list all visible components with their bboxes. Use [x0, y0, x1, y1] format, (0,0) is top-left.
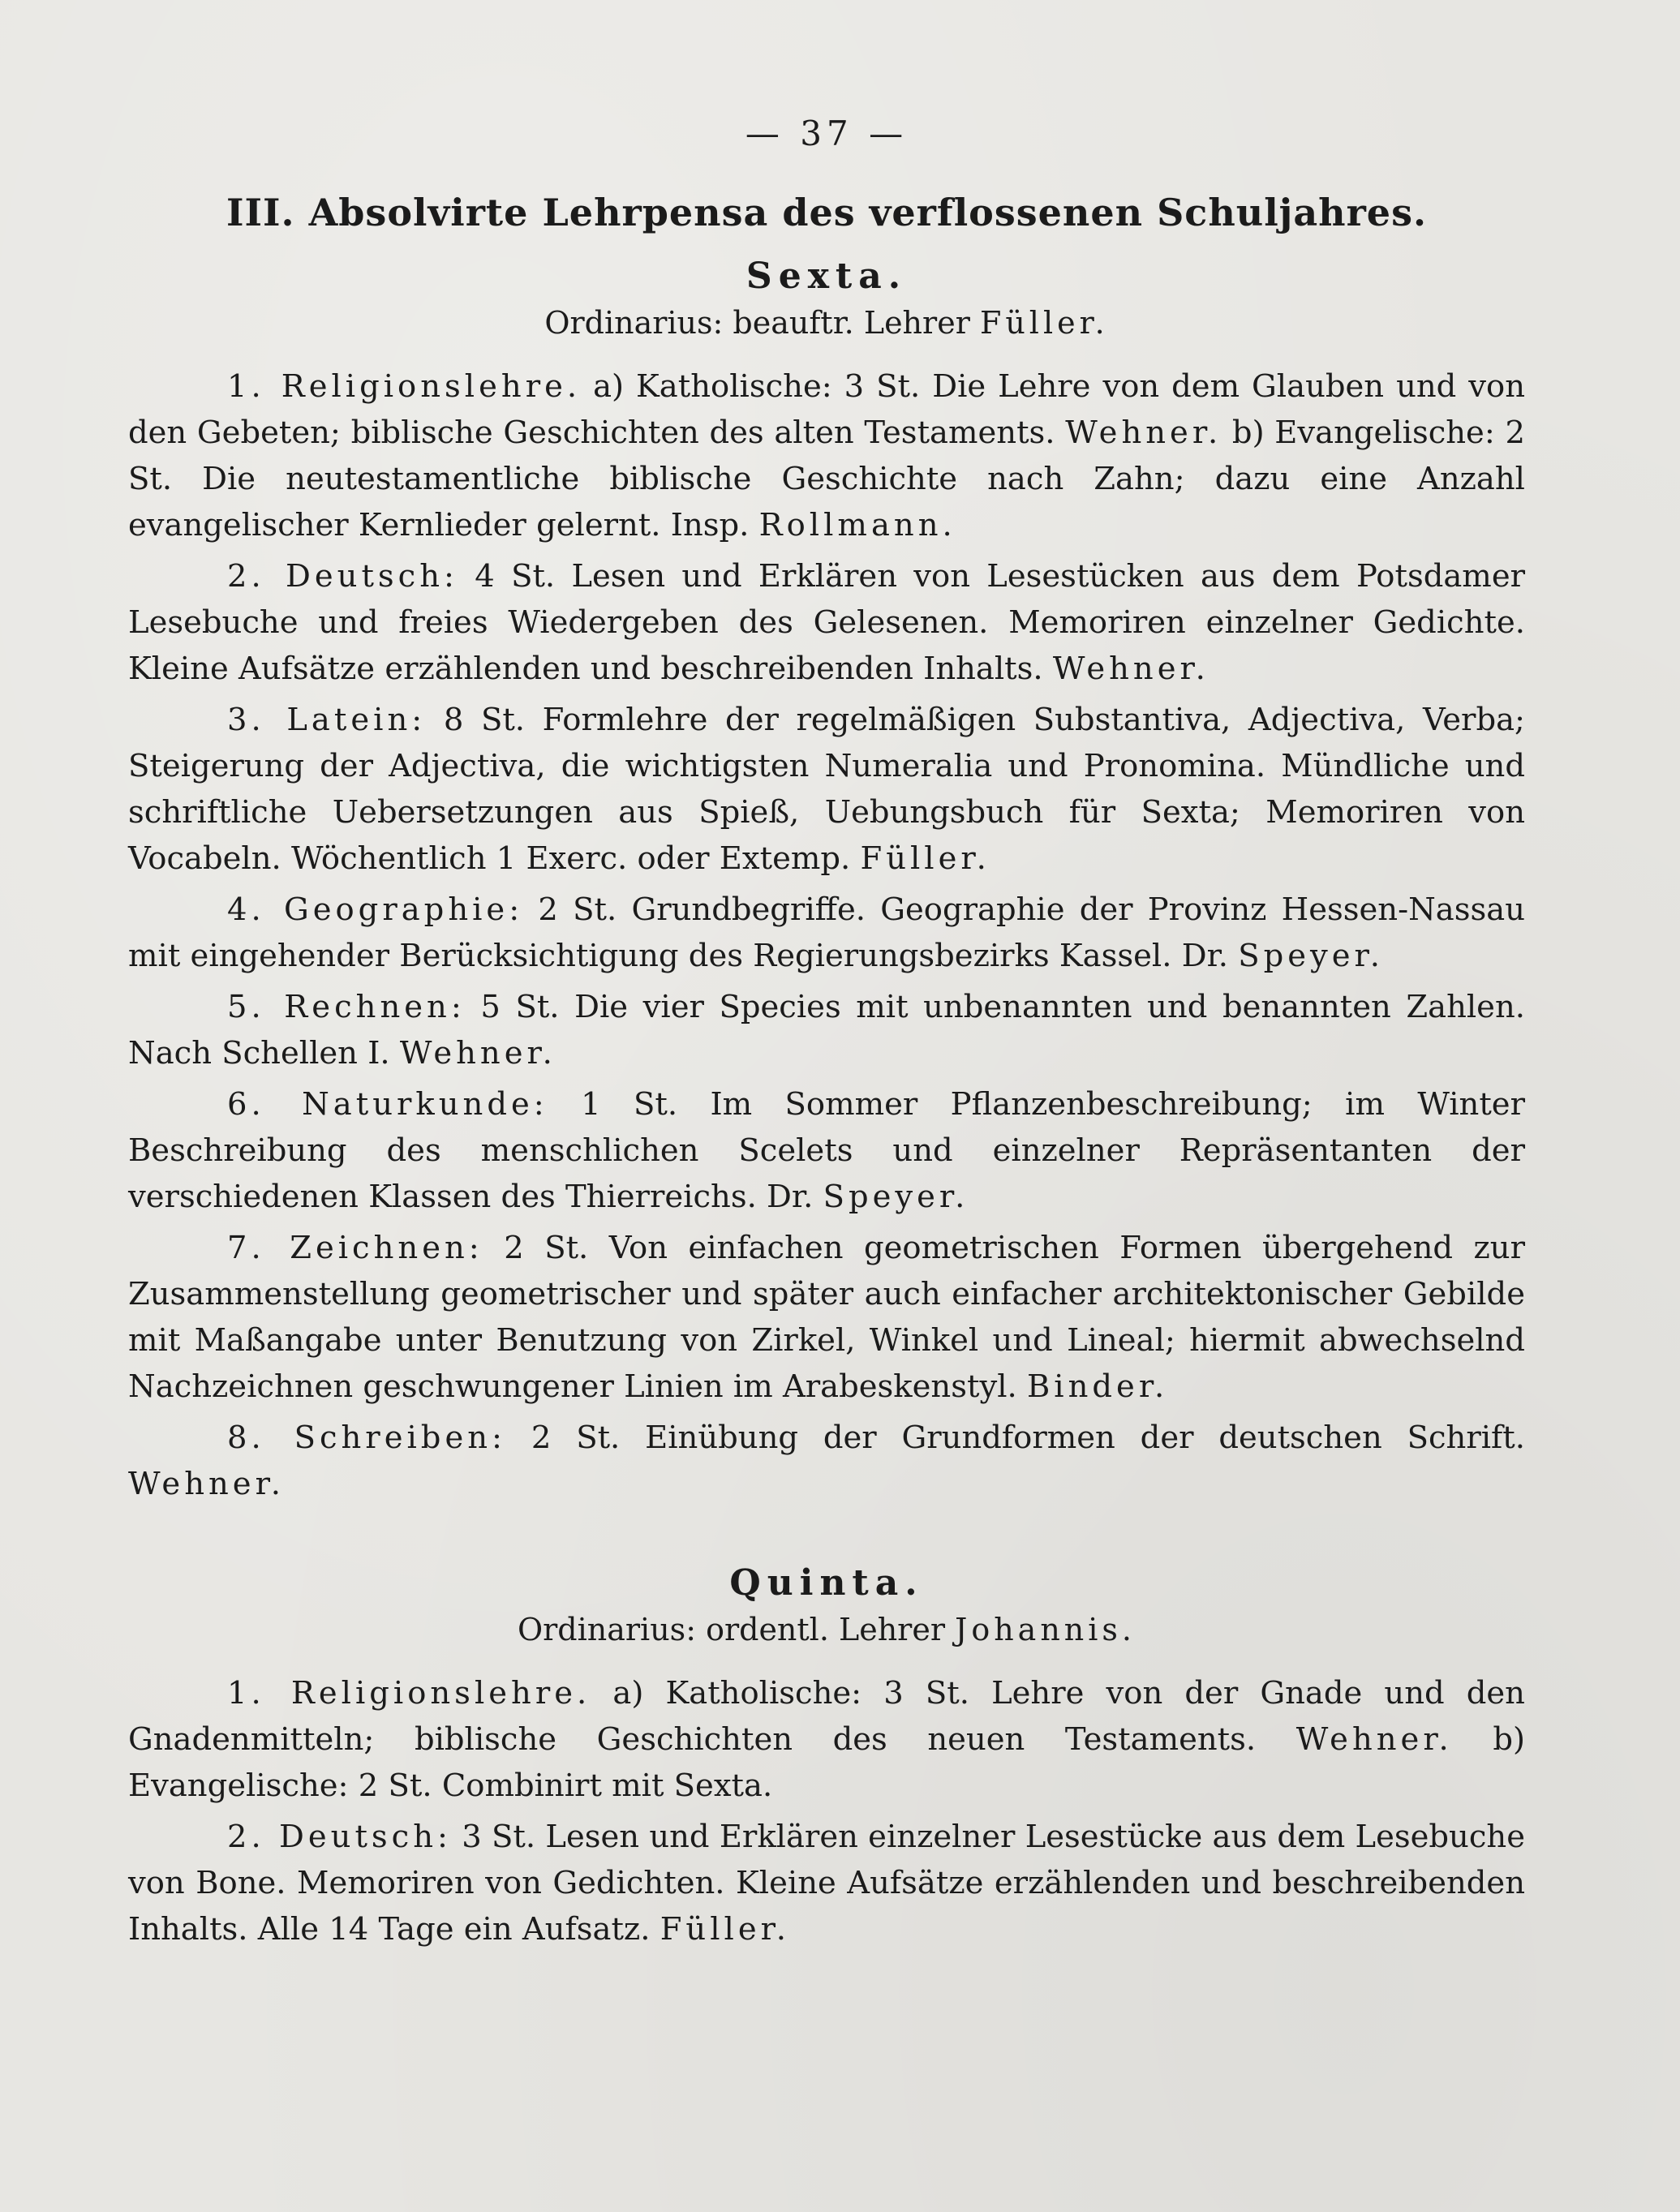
- subject-paragraph: [128, 697, 1525, 882]
- teacher-name: Speyer.: [823, 1179, 969, 1215]
- ordinarius-name: Johannis.: [955, 1612, 1136, 1647]
- subject-text: a) Katholische: 3 St. Die Lehre von dem Glauben und von den Gebeten; biblische Geschichten des alten Testaments.: [128, 368, 1525, 451]
- subject-text: 2 St. Grundbegriffe. Geographie der Provinz Hessen-Nassau mit eingehender Berücksichtigung des Regierungsbezirks Kassel. Dr.: [128, 891, 1525, 974]
- page-content: [128, 114, 1525, 1957]
- subject-label: 2. Deutsch:: [227, 558, 459, 595]
- subject-label: 6. Naturkunde:: [227, 1086, 548, 1123]
- subject-text: b) Evangelische: 2 St. Die neutestamentliche biblische Geschichte nach Zahn; dazu eine Anzahl evangelischer Kernlieder gelernt. Insp.: [128, 414, 1525, 543]
- subject-text: 3 St. Lesen und Erklären einzelner Lesestücke aus dem Lesebuche von Bone. Memoriren von Gedichten. Kleine Aufsätze erzählenden und beschreibenden Inhalts. Alle 14 Tage ein Aufsatz.: [128, 1819, 1525, 1948]
- subject-paragraph: [128, 984, 1525, 1076]
- section-spacer: [128, 1512, 1525, 1562]
- subject-paragraph: [128, 1081, 1525, 1220]
- subject-label: 4. Geographie:: [227, 891, 524, 928]
- subject-text: 2 St. Einübung der Grundformen der deutschen Schrift.: [506, 1420, 1525, 1456]
- teacher-name: Rollmann.: [758, 507, 956, 543]
- subject-text: a) Katholische: 3 St. Lehre von der Gnade und den Gnadenmitteln; biblische Geschichten des neuen Testaments.: [128, 1675, 1525, 1758]
- subject-paragraph: [128, 1814, 1525, 1952]
- section-title: III. Absolvirte Lehrpensa des verflossenen Schuljahres.: [226, 191, 1427, 234]
- class-section-quinta: [128, 1562, 1525, 1952]
- teacher-name: Speyer.: [1238, 938, 1384, 974]
- ordinarius-line: [128, 1612, 1525, 1647]
- ordinarius-prefix: Ordinarius: beauftr. Lehrer: [544, 305, 970, 341]
- class-section-sexta: [128, 256, 1525, 1507]
- subject-paragraph: [128, 1670, 1525, 1809]
- teacher-name: Füller.: [860, 840, 990, 877]
- subject-text: 2 St. Von einfachen geometrischen Formen übergehend zur Zusammenstellung geometrischer und später auch einfacher architektonischer Gebilde mit Maßangabe unter Benutzung von Zirkel, Winkel und Lineal; hiermit abwechselnd Nachzeichnen geschwungener Linien im Arabeskenstyl.: [128, 1230, 1525, 1405]
- subject-text: 8 St. Formlehre der regelmäßigen Substantiva, Adjectiva, Verba; Steigerung der Adjectiva, die wichtigsten Numeralia und Pronomina. Mündliche und schriftliche Uebersetzungen aus Spieß, Uebungsbuch für Sexta; Memoriren von Vocabeln. Wöchentlich 1 Exerc. oder Extemp.: [128, 702, 1526, 877]
- subject-paragraph: [128, 1225, 1525, 1410]
- subject-text: 1 St. Im Sommer Pflanzenbeschreibung; im Winter Beschreibung des menschlichen Scelets und einzelner Repräsentanten der verschiedenen Klassen des Thierreichs. Dr.: [128, 1086, 1525, 1215]
- subject-label: 8. Schreiben:: [227, 1420, 507, 1456]
- subject-label: 3. Latein:: [227, 702, 427, 738]
- ordinarius-line: [128, 305, 1525, 341]
- page-number: — 37 —: [745, 114, 909, 153]
- ordinarius-prefix: Ordinarius: ordentl. Lehrer: [517, 1612, 945, 1647]
- subject-text: 4 St. Lesen und Erklären von Lesestücken aus dem Potsdamer Lesebuche und freies Wiedergeben des Gelesenen. Memoriren einzelner Gedichte. Kleine Aufsätze erzählenden und beschreibenden Inhalts.: [128, 558, 1526, 687]
- subject-text: 5 St. Die vier Species mit unbenannten und benannten Zahlen. Nach Schellen I.: [128, 989, 1525, 1072]
- class-heading: Sexta.: [745, 256, 908, 297]
- subject-paragraph: [128, 553, 1525, 692]
- subject-label: 2. Deutsch:: [227, 1819, 453, 1855]
- class-heading: Quinta.: [729, 1562, 924, 1604]
- subject-label: 1. Religionslehre.: [227, 1675, 591, 1712]
- subject-label: 5. Rechnen:: [227, 989, 466, 1025]
- subject-text: b) Evangelische: 2 St. Combinirt mit Sexta.: [128, 1721, 1525, 1804]
- teacher-name: Wehner.: [1295, 1721, 1453, 1758]
- subject-paragraph: [128, 363, 1525, 548]
- teacher-name: Binder.: [1026, 1368, 1169, 1405]
- teacher-name: Wehner.: [1065, 414, 1222, 451]
- subject-label: 7. Zeichnen:: [227, 1230, 483, 1266]
- subject-label: 1. Religionslehre.: [227, 368, 582, 405]
- teacher-name: Füller.: [660, 1911, 791, 1948]
- teacher-name: Wehner.: [128, 1466, 286, 1502]
- ordinarius-name: Füller.: [979, 305, 1109, 341]
- subject-paragraph: [128, 887, 1525, 979]
- subject-paragraph: [128, 1415, 1525, 1507]
- teacher-name: Wehner.: [1052, 651, 1210, 687]
- teacher-name: Wehner.: [399, 1035, 556, 1072]
